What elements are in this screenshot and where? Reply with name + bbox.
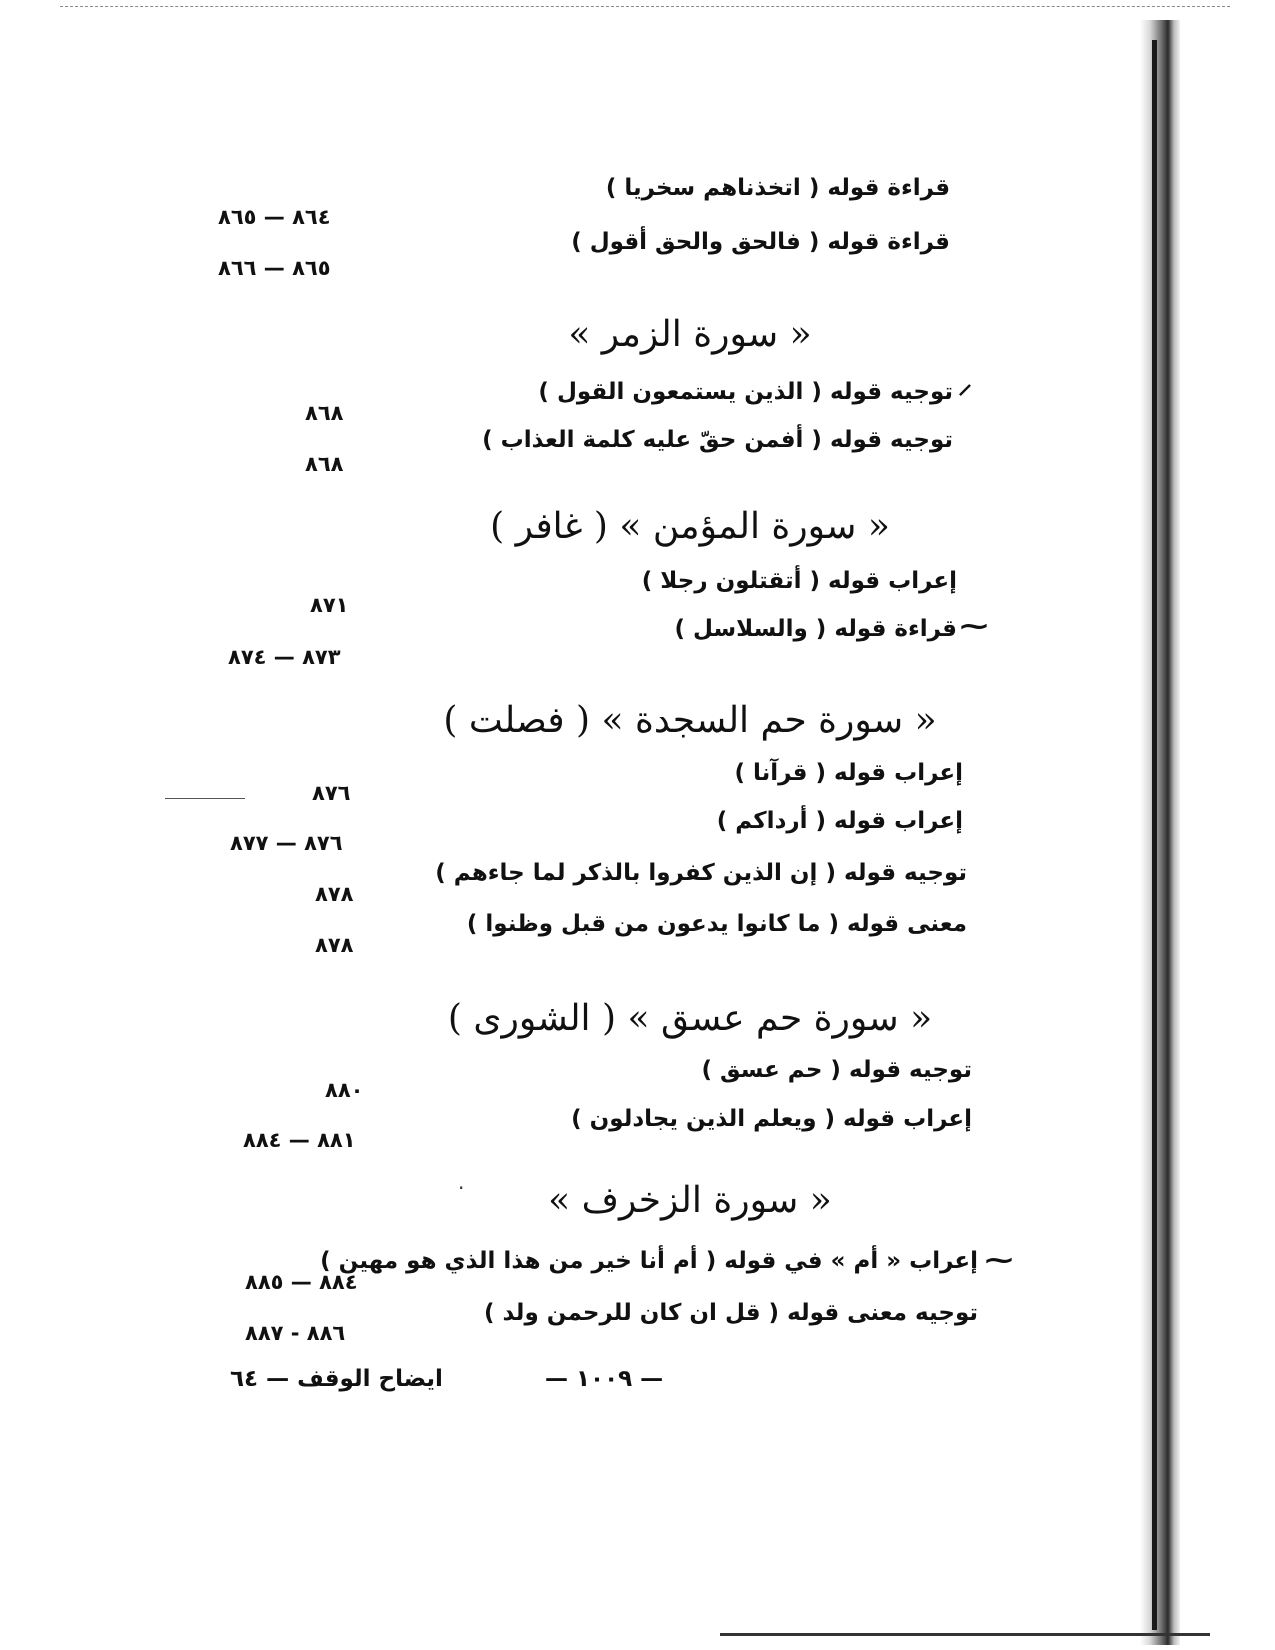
surah-heading: « سورة حم عسق » ( الشورى ) [447,998,933,1039]
entry-text: قراءة قوله ( اتخذناهم سخريا ) [605,175,950,201]
page-number: — ١٠٠٩ — [545,1366,664,1392]
surah-heading: « سورة الزمر » [568,314,812,355]
entry-pages: ٨٧٦ — ٨٧٧ [230,831,343,855]
margin-mark: ⁓ [985,1243,1013,1276]
entry-pages: ٨٦٥ — ٨٦٦ [218,256,331,280]
surah-heading: « سورة حم السجدة » ( فصلت ) [443,700,937,741]
surah-heading: « سورة المؤمن » ( غافر ) [490,506,890,547]
margin-mark: ⁓ [960,609,988,642]
entry-pages: ٨٧٨ [315,882,354,906]
entry-text: إعراب قوله ( ويعلم الذين يجادلون ) [571,1106,972,1132]
stray-dot: · [458,1176,465,1200]
entry-text: إعراب « أم » في قوله ( أم أنا خير من هذا الذي هو مهين ) [320,1248,978,1274]
entry-pages: ٨٦٨ [305,401,344,425]
entry-pages: ٨٨٤ — ٨٨٥ [245,1270,358,1294]
entry-text: توجيه قوله ( حم عسق ) [701,1057,972,1083]
entry-text: توجيه قوله ( الذين يستمعون القول ) [538,379,953,405]
entry-pages: ٨٨٠ [325,1078,364,1102]
signature-mark: ايضاح الوقف — ٦٤ [230,1366,443,1392]
entry-text: قراءة قوله ( فالحق والحق أقول ) [571,229,950,255]
stray-mark [165,798,245,799]
entry-pages: ٨٧٦ [312,781,351,805]
binding-shadow [1140,20,1180,1645]
bottom-scan-edge [720,1633,1210,1636]
margin-mark: ⸝ [958,367,973,400]
entry-text: معنى قوله ( ما كانوا يدعون من قبل وظنوا ) [466,911,967,937]
entry-pages: ٨٧١ [310,593,349,617]
entry-text: قراءة قوله ( والسلاسل ) [674,616,957,642]
entry-pages: ٨٦٤ — ٨٦٥ [218,205,331,229]
entry-text: إعراب قوله ( قرآنا ) [734,760,963,786]
top-scan-edge [60,6,1230,7]
entry-text: إعراب قوله ( أتقتلون رجلا ) [641,568,957,594]
entry-text: توجيه قوله ( أفمن حقّ عليه كلمة العذاب ) [482,427,953,453]
binding-edge [1152,40,1157,1630]
entry-pages: ٨٨٦ - ٨٨٧ [245,1321,346,1345]
entry-pages: ٨٨١ — ٨٨٤ [243,1128,356,1152]
entry-text: توجيه معنى قوله ( قل ان كان للرحمن ولد ) [484,1300,978,1326]
entry-pages: ٨٦٨ [305,452,344,476]
entry-text: إعراب قوله ( أرداكم ) [716,808,963,834]
entry-pages: ٨٧٨ [315,933,354,957]
entry-text: توجيه قوله ( إن الذين كفروا بالذكر لما جاءهم ) [435,860,967,886]
entry-pages: ٨٧٣ — ٨٧٤ [228,645,341,669]
surah-heading: « سورة الزخرف » [548,1180,832,1221]
